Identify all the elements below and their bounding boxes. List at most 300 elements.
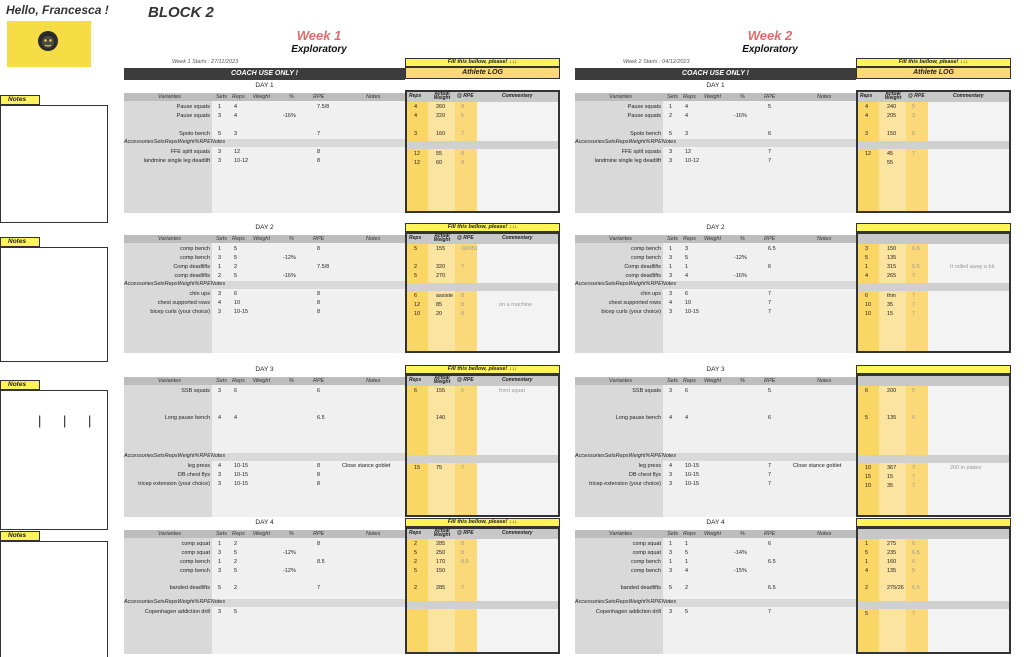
athlete-log-panel[interactable] — [405, 232, 560, 353]
col-reps: Reps — [615, 453, 629, 459]
log-rpe-value: 7 — [461, 585, 465, 591]
table-row[interactable] — [124, 121, 405, 130]
log-weight-value: 285 — [436, 541, 446, 547]
col-sets: Sets — [153, 281, 165, 287]
day-label: DAY 2 — [706, 224, 725, 231]
coach-panel — [575, 377, 856, 517]
log-rpe-value: 6 — [461, 388, 465, 394]
fill-prompt: Fill this bellow, please! ↓↓↓ — [405, 223, 560, 232]
exercise-name: chest supported rows — [157, 300, 210, 306]
sets-value: 3 — [218, 550, 222, 556]
log-weight-value: 160 — [436, 131, 446, 137]
fill-prompt: Fill this bellow, please! ↓↓↓ — [405, 518, 560, 527]
fill-bar-empty — [856, 223, 1011, 232]
log-reps-value: 10 — [865, 311, 872, 317]
log-header-row — [858, 92, 1009, 102]
table-row[interactable] — [124, 299, 405, 308]
col-pct: % — [289, 378, 294, 384]
log-rpe-value: 8 — [461, 104, 465, 110]
log-row[interactable] — [407, 540, 558, 549]
col-reps: Reps — [683, 236, 696, 242]
log-reps-value: 5 — [414, 550, 418, 556]
log-commentary-value: on a machine — [499, 302, 533, 308]
log-rpe-value: 7 — [912, 273, 916, 279]
col-weight: Weight — [628, 281, 646, 287]
reps-value: 5 — [685, 550, 689, 556]
log-row[interactable] — [407, 584, 558, 593]
log-row[interactable] — [407, 159, 558, 168]
exercise-name: comp bench — [631, 568, 661, 574]
athlete-log-panel[interactable] — [856, 232, 1011, 353]
col-sets: Sets — [153, 139, 165, 145]
log-reps-value: 5 — [865, 255, 869, 261]
athlete-log-panel[interactable] — [405, 90, 560, 213]
rpe-value: 8.5 — [317, 559, 325, 565]
log-row[interactable] — [407, 464, 558, 473]
table-row[interactable] — [575, 308, 856, 317]
log-reps-value: 6 — [865, 293, 869, 299]
rpe-value: 8 — [317, 541, 321, 547]
col-pct: % — [740, 236, 745, 242]
log-reps-value: 1 — [865, 559, 869, 565]
col-log-actual: Actual Weight — [433, 375, 451, 385]
log-row[interactable] — [858, 584, 1009, 593]
table-row[interactable] — [575, 549, 856, 558]
col-weight: Weight — [704, 378, 722, 384]
log-row[interactable] — [407, 567, 558, 576]
reps-value: 5 — [234, 246, 238, 252]
col-log-commentary: Commentary — [502, 377, 533, 383]
notes-box[interactable] — [0, 247, 108, 362]
table-row[interactable] — [124, 540, 405, 549]
rpe-value: 7 — [768, 609, 772, 615]
log-row[interactable] — [858, 387, 1009, 396]
header-row — [575, 235, 856, 243]
log-row[interactable] — [858, 482, 1009, 491]
table-row[interactable] — [124, 272, 405, 281]
log-weight-value: 35 — [887, 483, 894, 489]
log-row[interactable] — [407, 414, 558, 423]
rpe-value: 7 — [768, 291, 772, 297]
log-row[interactable] — [407, 549, 558, 558]
table-row[interactable] — [575, 245, 856, 254]
day-label: DAY 3 — [255, 366, 274, 373]
reps-value: 6 — [685, 291, 689, 297]
athlete-log-panel[interactable] — [405, 527, 560, 654]
log-reps-value: 4 — [865, 568, 869, 574]
log-reps-value: 10 — [865, 302, 872, 308]
log-weight-value: 275 — [887, 541, 897, 547]
table-row[interactable] — [575, 290, 856, 299]
log-rpe-value: 6.5 — [912, 550, 920, 556]
table-row[interactable] — [575, 540, 856, 549]
athlete-log-panel[interactable] — [856, 90, 1011, 213]
table-row[interactable] — [575, 112, 856, 121]
log-row[interactable] — [407, 150, 558, 159]
pct-value: -12% — [734, 255, 747, 261]
col-notes: Notes — [366, 531, 381, 537]
exercise-name: comp bench — [631, 559, 661, 565]
log-rpe-value: 7 — [912, 302, 916, 308]
reps-value: 2 — [685, 585, 689, 591]
exercise-name: FFE split squats — [170, 149, 210, 155]
exercise-name: comp bench — [631, 255, 661, 261]
log-row[interactable] — [858, 567, 1009, 576]
col-rpe: RPE — [650, 453, 662, 459]
log-row[interactable] — [858, 558, 1009, 567]
log-accessories-gap — [407, 601, 558, 609]
col-notes: Notes — [817, 236, 832, 242]
notes-box[interactable] — [0, 390, 108, 530]
athlete-log-panel[interactable] — [856, 527, 1011, 654]
exercise-name: leg press — [638, 463, 661, 469]
log-weight-value: 155 — [436, 246, 446, 252]
fill-prompt: Fill this bellow, please! ↓↓↓ — [405, 365, 560, 374]
table-row[interactable] — [124, 308, 405, 317]
log-rpe-value: 5 — [912, 104, 916, 110]
rpe-value: 7 — [317, 131, 321, 137]
log-reps-value: 3 — [414, 131, 418, 137]
log-rpe-value: 6 — [912, 541, 916, 547]
rpe-value: 8 — [317, 300, 321, 306]
col-log-rpe: @ RPE — [457, 235, 474, 241]
sets-value: 4 — [218, 463, 222, 469]
col-weight: Weight — [628, 453, 646, 459]
col-log-rpe: @ RPE — [908, 93, 925, 99]
col-reps: Reps — [232, 378, 245, 384]
table-row[interactable] — [124, 254, 405, 263]
reps-value: 4 — [234, 415, 238, 421]
sets-value: 4 — [218, 300, 222, 306]
log-row[interactable] — [407, 263, 558, 272]
log-reps-value: 10 — [865, 465, 872, 471]
header-row — [575, 530, 856, 538]
exercise-name: DB chest flys — [177, 472, 210, 478]
athlete-log-panel[interactable] — [405, 374, 560, 517]
log-row[interactable] — [858, 610, 1009, 619]
exercise-name: comp deadlifts — [625, 273, 661, 279]
day-label: DAY 4 — [255, 519, 274, 526]
col-reps: Reps — [683, 531, 696, 537]
rpe-value: 7 — [768, 309, 772, 315]
table-row[interactable] — [124, 396, 405, 405]
col-reps: Reps — [164, 139, 178, 145]
log-row[interactable] — [407, 387, 558, 396]
col-notes: Notes — [210, 599, 226, 605]
log-row[interactable] — [858, 396, 1009, 405]
log-row[interactable] — [858, 263, 1009, 272]
pct-value: -12% — [283, 568, 296, 574]
exercise-name: Pause squats — [176, 113, 210, 119]
log-row[interactable] — [858, 549, 1009, 558]
log-row[interactable] — [858, 301, 1009, 310]
table-row[interactable] — [124, 263, 405, 272]
col-reps: Reps — [615, 281, 629, 287]
pct-value: -16% — [283, 113, 296, 119]
exercise-name: SSB squats — [181, 388, 210, 394]
col-reps: Reps — [164, 599, 178, 605]
table-row[interactable] — [124, 290, 405, 299]
reps-value: 10-15 — [234, 472, 249, 478]
log-rpe-value: 7 — [461, 264, 465, 270]
header-row — [124, 93, 405, 101]
log-row[interactable] — [407, 254, 558, 263]
log-row[interactable] — [407, 558, 558, 567]
log-rpe-value: 7 — [461, 131, 465, 137]
col-pct: % — [645, 453, 651, 459]
log-row[interactable] — [858, 272, 1009, 281]
col-notes: Notes — [210, 139, 226, 145]
log-row[interactable] — [858, 540, 1009, 549]
table-row[interactable] — [575, 462, 856, 471]
table-row[interactable] — [124, 480, 405, 489]
log-weight-value: 150 — [436, 568, 446, 574]
log-weight-value: 75 — [436, 465, 443, 471]
log-row[interactable] — [407, 396, 558, 405]
col-notes: Notes — [661, 281, 677, 287]
coach-panel — [124, 235, 405, 353]
log-row[interactable] — [407, 473, 558, 482]
table-row[interactable] — [124, 245, 405, 254]
table-row[interactable] — [124, 414, 405, 423]
log-row[interactable] — [858, 414, 1009, 423]
rpe-value: 6 — [768, 131, 772, 137]
log-rpe-value: 7 — [912, 293, 916, 299]
table-row[interactable] — [575, 263, 856, 272]
reps-value: 6 — [234, 388, 238, 394]
log-row[interactable] — [407, 272, 558, 281]
table-row[interactable] — [575, 272, 856, 281]
table-row[interactable] — [575, 254, 856, 263]
exercise-name: tricep extension (your choice) — [589, 481, 661, 487]
log-weight-value: 200 — [887, 388, 897, 394]
sets-value: 3 — [218, 149, 222, 155]
log-accessories-gap — [858, 601, 1009, 609]
table-row[interactable] — [575, 480, 856, 489]
log-row[interactable] — [407, 112, 558, 121]
logo — [7, 21, 91, 67]
log-header-row — [858, 376, 1009, 386]
log-row[interactable] — [858, 121, 1009, 130]
col-notes: Notes — [661, 139, 677, 145]
col-reps: Reps — [615, 139, 629, 145]
table-row[interactable] — [124, 103, 405, 112]
col-rpe: RPE — [313, 94, 325, 100]
log-row[interactable] — [858, 245, 1009, 254]
log-row[interactable] — [407, 405, 558, 414]
reps-value: 4 — [685, 113, 689, 119]
col-pct: % — [740, 531, 745, 537]
col-sets: Sets — [667, 94, 679, 100]
sets-value: 4 — [669, 463, 673, 469]
exercise-name: comp squat — [632, 550, 661, 556]
table-row[interactable] — [124, 112, 405, 121]
exercise-name: Long pause bench — [615, 415, 661, 421]
log-rpe-value: 5 — [912, 568, 916, 574]
table-row[interactable] — [124, 558, 405, 567]
log-row[interactable] — [858, 254, 1009, 263]
log-rpe-value: 7 — [912, 611, 916, 617]
col-sets: Sets — [667, 236, 679, 242]
log-weight-value: 170 — [436, 559, 446, 565]
note-value: Close stance goblet — [793, 463, 842, 469]
tally-marks: | | | — [38, 413, 101, 428]
col-sets: Sets — [667, 378, 679, 384]
log-commentary-value: It rolled away a bit — [950, 264, 995, 270]
col-reps: Reps — [232, 94, 245, 100]
reps-value: 10-15 — [685, 481, 700, 487]
log-row[interactable] — [858, 405, 1009, 414]
table-row[interactable] — [575, 608, 856, 617]
table-row[interactable] — [124, 584, 405, 593]
table-row[interactable] — [124, 405, 405, 414]
log-row[interactable] — [407, 482, 558, 491]
log-row[interactable] — [858, 292, 1009, 301]
log-rpe-value: 8 — [461, 541, 465, 547]
col-rpe: RPE — [764, 531, 776, 537]
log-rpe-value: 7 — [912, 483, 916, 489]
athlete-log-panel[interactable] — [856, 374, 1011, 517]
athlete-log-title: Athlete LOG — [856, 67, 1011, 79]
log-reps-value: 10 — [414, 311, 421, 317]
rpe-value: 8 — [317, 246, 321, 252]
col-reps: Reps — [683, 378, 696, 384]
log-row[interactable] — [407, 292, 558, 301]
log-reps-value: 2 — [865, 585, 869, 591]
log-row[interactable] — [407, 610, 558, 619]
week-subtitle: Exploratory — [742, 44, 798, 55]
col-sets: Sets — [216, 236, 228, 242]
sets-value: 3 — [218, 255, 222, 261]
table-row[interactable] — [124, 130, 405, 139]
reps-value: 3 — [685, 131, 689, 137]
table-row[interactable] — [575, 148, 856, 157]
notes-label: Notes — [0, 531, 40, 541]
table-row[interactable] — [575, 157, 856, 166]
note-value: Close stance goblet — [342, 463, 391, 469]
table-row[interactable] — [575, 299, 856, 308]
exercise-name: bicep curls (your choice) — [601, 309, 661, 315]
table-row[interactable] — [124, 549, 405, 558]
table-row[interactable] — [575, 584, 856, 593]
log-row[interactable] — [858, 103, 1009, 112]
log-row[interactable] — [858, 150, 1009, 159]
table-row[interactable] — [575, 567, 856, 576]
log-weight-value: 285 — [436, 585, 446, 591]
table-row[interactable] — [124, 462, 405, 471]
col-reps: Reps — [232, 531, 245, 537]
rpe-value: 6.5 — [768, 585, 776, 591]
pct-value: -12% — [283, 550, 296, 556]
col-weight: Weight — [253, 94, 271, 100]
log-weight-value: 85 — [436, 302, 443, 308]
exercise-name: landmine single leg deadlift — [594, 158, 661, 164]
day-label: DAY 3 — [706, 366, 725, 373]
log-accessories-gap — [407, 455, 558, 463]
log-row[interactable] — [858, 159, 1009, 168]
log-row[interactable] — [407, 245, 558, 254]
table-row[interactable] — [124, 608, 405, 617]
col-log-rpe: @ RPE — [457, 93, 474, 99]
notes-box[interactable] — [0, 541, 108, 657]
table-row[interactable] — [575, 387, 856, 396]
col-weight: Weight — [253, 531, 271, 537]
log-row[interactable] — [407, 103, 558, 112]
col-pct: % — [194, 453, 200, 459]
table-row[interactable] — [575, 103, 856, 112]
table-row[interactable] — [575, 405, 856, 414]
rpe-value: 6 — [317, 388, 321, 394]
col-rpe: RPE — [199, 281, 211, 287]
table-row[interactable] — [575, 121, 856, 130]
log-weight-value: 135 — [887, 568, 897, 574]
reps-value: 4 — [685, 273, 689, 279]
log-row[interactable] — [407, 130, 558, 139]
col-notes: Notes — [817, 378, 832, 384]
reps-value: 4 — [234, 113, 238, 119]
col-sets: Sets — [153, 599, 165, 605]
coach-panel — [124, 530, 405, 654]
table-row[interactable] — [124, 148, 405, 157]
col-log-actual: Actual Weight — [433, 91, 451, 101]
log-row[interactable] — [858, 112, 1009, 121]
table-row[interactable] — [124, 157, 405, 166]
log-row[interactable] — [407, 301, 558, 310]
notes-box[interactable] — [0, 105, 108, 223]
col-pct: % — [740, 378, 745, 384]
log-row[interactable] — [858, 473, 1009, 482]
log-row[interactable] — [858, 464, 1009, 473]
exercise-name: Pause squats — [627, 113, 661, 119]
col-notes: Notes — [366, 94, 381, 100]
log-weight-value: 270 — [436, 273, 446, 279]
log-rpe-value: 7 — [912, 151, 916, 157]
col-log-commentary: Commentary — [502, 530, 533, 536]
col-notes: Notes — [661, 599, 677, 605]
table-row[interactable] — [124, 387, 405, 396]
log-accessories-gap — [407, 141, 558, 149]
col-notes: Notes — [817, 94, 832, 100]
table-row[interactable] — [575, 396, 856, 405]
log-rpe-value: 6 — [912, 559, 916, 565]
reps-value: 5 — [234, 273, 238, 279]
table-row[interactable] — [124, 471, 405, 480]
log-rpe-value: 8.5 — [461, 559, 469, 565]
log-row[interactable] — [407, 310, 558, 319]
exercise-name: comp bench — [631, 246, 661, 252]
pct-value: -14% — [734, 550, 747, 556]
table-row[interactable] — [575, 414, 856, 423]
reps-value: 5 — [234, 550, 238, 556]
log-reps-value: 6 — [414, 293, 418, 299]
log-reps-value: 2 — [414, 559, 418, 565]
col-variantes: Variantes — [609, 531, 633, 537]
log-row[interactable] — [858, 310, 1009, 319]
table-row[interactable] — [575, 471, 856, 480]
reps-value: 4 — [685, 104, 689, 110]
table-row[interactable] — [575, 130, 856, 139]
exercise-name: bicep curls (your choice) — [150, 309, 210, 315]
table-row[interactable] — [575, 558, 856, 567]
table-row[interactable] — [124, 567, 405, 576]
log-row[interactable] — [407, 121, 558, 130]
log-rpe-value: 8 — [461, 550, 465, 556]
coach-use-banner: COACH USE ONLY ! — [124, 68, 405, 80]
log-row[interactable] — [858, 130, 1009, 139]
reps-value: 5 — [234, 255, 238, 261]
log-reps-value: 3 — [865, 246, 869, 252]
col-rpe: RPE — [313, 531, 325, 537]
